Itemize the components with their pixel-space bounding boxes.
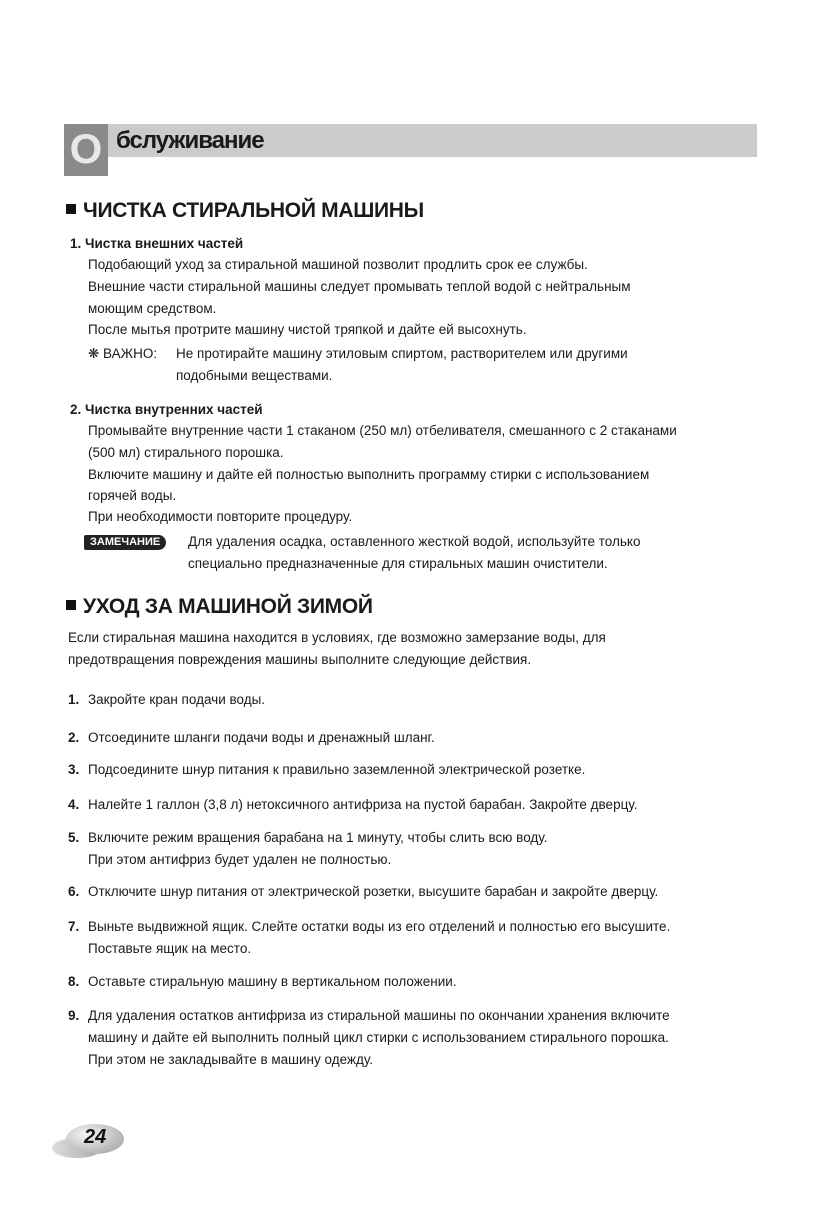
step-text: Оставьте стиральную машину в вертикальном положении. [88, 974, 457, 989]
step-text: Налейте 1 галлон (3,8 л) нетоксичного антифриза на пустой барабан. Закройте дверцу. [88, 797, 638, 812]
text-line: После мытья протрите машину чистой тряпкой и дайте ей высохнуть. [88, 322, 527, 337]
important-text: Не протирайте машину этиловым спиртом, растворителем или другими [176, 346, 628, 361]
step-text: При этом не закладывайте в машину одежду. [88, 1052, 374, 1067]
subheading-interior: 2. Чистка внутренних частей [70, 402, 263, 417]
section-heading-winter [66, 595, 373, 619]
step-number: 7. [68, 919, 80, 934]
step-number: 8. [68, 974, 80, 989]
text-line: Подобающий уход за стиральной машиной позволит продлить срок ее службы. [88, 257, 588, 272]
step-text: Выньте выдвижной ящик. Слейте остатки воды из его отделений и полностью его высушите. [88, 919, 671, 934]
heading-text: ЧИСТКА СТИРАЛЬНОЙ МАШИНЫ [83, 199, 424, 222]
step-number: 5. [68, 830, 80, 845]
note-text: специально предназначенные для стиральных машин очистители. [188, 556, 608, 571]
intro-line: Если стиральная машина находится в условиях, где возможно замерзание воды, для [68, 630, 606, 645]
text-line: горячей воды. [88, 488, 177, 503]
step-text: Закройте кран подачи воды. [88, 692, 266, 707]
text-line: Внешние части стиральной машины следует промывать теплой водой с нейтральным [88, 279, 631, 294]
important-label: ❋ ВАЖНО: [88, 346, 158, 361]
text-line: Промывайте внутренние части 1 стаканом (250 мл) отбеливателя, смешанного с 2 стаканами [88, 423, 677, 438]
text-line: Включите машину и дайте ей полностью выполнить программу стирки с использованием [88, 467, 650, 482]
step-text: Отсоедините шланги подачи воды и дренажный шланг. [88, 730, 435, 745]
section-heading-cleaning [66, 199, 424, 223]
subheading-exterior: 1. Чистка внешних частей [70, 236, 244, 251]
page-title: бслуживание [116, 127, 264, 154]
step-number: 1. [68, 692, 80, 707]
note-text: Для удаления осадка, оставленного жесткой водой, используйте только [188, 534, 641, 549]
text-line: моющим средством. [88, 301, 217, 316]
header-letter: О [69, 125, 103, 172]
text-line: При необходимости повторите процедуру. [88, 509, 353, 524]
step-text: Отключите шнур питания от электрической розетки, высушите барабан и закройте дверцу. [88, 884, 659, 899]
bullet-square-icon [66, 204, 76, 214]
intro-line: предотвращения повреждения машины выполните следующие действия. [68, 652, 532, 667]
bullet-square-icon [66, 600, 76, 610]
note-badge: ЗАМЕЧАНИЕ [84, 535, 166, 550]
page-number: 24 [84, 1126, 107, 1148]
step-number: 9. [68, 1008, 80, 1023]
text-line: (500 мл) стирального порошка. [88, 445, 284, 460]
step-number: 2. [68, 730, 80, 745]
step-text: Поставьте ящик на место. [88, 941, 252, 956]
step-number: 4. [68, 797, 80, 812]
step-text: Подсоедините шнур питания к правильно заземленной электрической розетке. [88, 762, 586, 777]
step-number: 6. [68, 884, 80, 899]
important-text: подобными веществами. [176, 368, 333, 383]
step-number: 3. [68, 762, 80, 777]
step-text: При этом антифриз будет удален не полностью. [88, 852, 392, 867]
heading-text: УХОД ЗА МАШИНОЙ ЗИМОЙ [83, 595, 373, 618]
step-text: Включите режим вращения барабана на 1 минуту, чтобы слить всю воду. [88, 830, 548, 845]
step-text: машину и дайте ей выполнить полный цикл стирки с использованием стирального порошка. [88, 1030, 669, 1045]
step-text: Для удаления остатков антифриза из стиральной машины по окончании хранения включите [88, 1008, 670, 1023]
